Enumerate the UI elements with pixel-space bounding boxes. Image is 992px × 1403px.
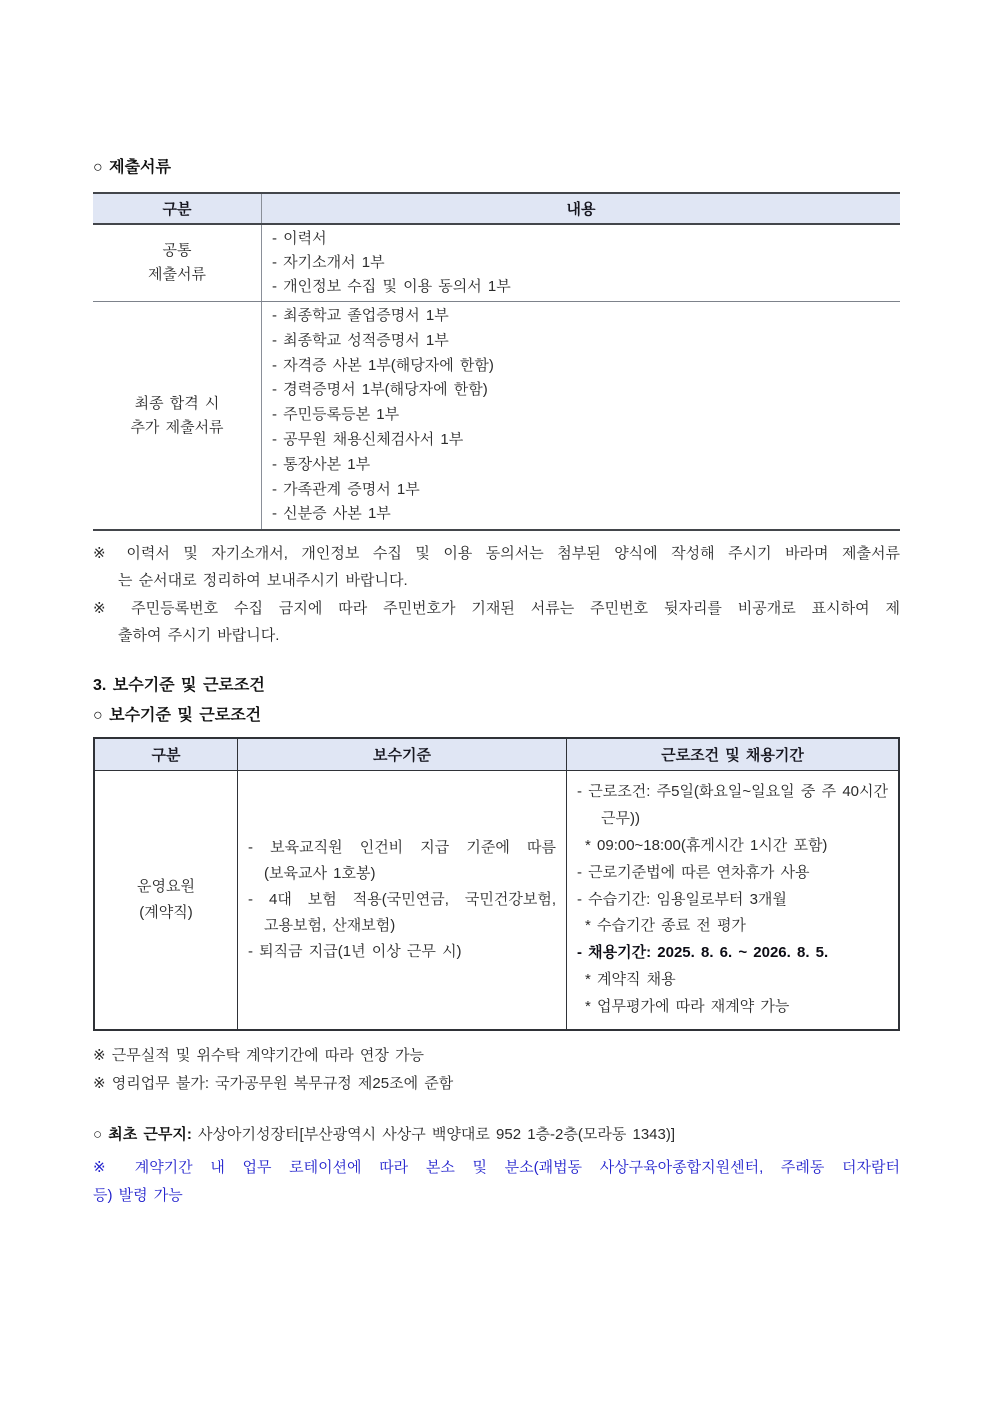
table1-row1-label-line2: 제출서류 — [148, 266, 206, 283]
pay-conditions-table — [93, 737, 900, 1031]
section-heading-pay-conditions-number: 3. 보수기준 및 근로조건 — [93, 676, 265, 694]
list-item: 고용보험, 산재보험) — [264, 916, 396, 934]
table1-row1-items — [262, 225, 900, 301]
table2-pay-cell — [238, 771, 567, 1029]
list-item: 근무)) — [601, 809, 640, 827]
list-item: - 경력증명서 1부(해당자에 한함) — [272, 381, 488, 399]
table1-header-naeyong: 내용 — [566, 201, 596, 218]
workplace-bullet: ○ — [93, 1125, 109, 1143]
list-item: (보육교사 1호봉) — [264, 864, 376, 882]
note-line: ※ 주민등록번호 수집 금지에 따라 주민번호가 기재된 서류는 주민번호 뒷자리를 비공개로 표시하여 제 — [93, 599, 900, 617]
table2-header-pay: 보수기준 — [238, 739, 567, 770]
table2-row-label — [95, 771, 238, 1029]
note-line: 출하여 주시기 바랍니다. — [118, 626, 280, 644]
list-item: * 수습기간 종료 전 평가 — [585, 917, 746, 935]
table1-row2-items — [262, 302, 900, 529]
table2-header-gubun: 구분 — [95, 739, 238, 770]
submission-documents-table — [93, 192, 900, 531]
rotation-notice — [93, 1154, 900, 1210]
list-item: - 퇴직금 지급(1년 이상 근무 시) — [248, 942, 462, 960]
list-item: - 공무원 채용신체검사서 1부 — [272, 430, 464, 448]
workplace-label: 최초 근무지: — [108, 1125, 192, 1143]
note-line: ※ 이력서 및 자기소개서, 개인정보 수집 및 이용 동의서는 첨부된 양식에 작성해 주시기 바라며 제출서류 — [93, 545, 900, 563]
list-item: - 근로기준법에 따른 연차휴가 사용 — [577, 863, 810, 881]
document-content — [93, 157, 900, 1210]
list-item: - 4대 보험 적용(국민연금, 국민건강보험, — [248, 890, 556, 908]
list-item: * 계약직 채용 — [585, 971, 676, 989]
table1-row2-label-line1: 최종 합격 시 — [134, 394, 220, 412]
table1-row2-label-line2: 추가 제출서류 — [130, 418, 224, 436]
table1-row2-label — [93, 302, 262, 529]
list-item: - 보육교직원 인건비 지급 기준에 따름 — [248, 838, 556, 856]
list-item: - 가족관계 증명서 1부 — [272, 480, 420, 498]
table1-header-row — [93, 194, 900, 225]
table-row — [93, 302, 900, 529]
table2-header-conditions: 근로조건 및 채용기간 — [661, 746, 804, 764]
list-item: - 이력서 — [272, 230, 327, 247]
notes-after-submission-table — [93, 540, 900, 649]
table2-header-row — [95, 739, 898, 771]
table-row — [93, 225, 900, 302]
table-row — [95, 771, 898, 1029]
list-item: - 개인정보 수집 및 이용 동의서 1부 — [272, 278, 511, 295]
section-heading-submission-documents: ○ 제출서류 — [93, 159, 171, 176]
note-line: 등) 발령 가능 — [93, 1186, 183, 1204]
note-line: ※ 계약기간 내 업무 로테이션에 따라 본소 및 분소(괘법동 사상구육아종합지원센터, 주례동 더자람터 — [93, 1158, 900, 1176]
table2-conditions-cell — [567, 771, 898, 1029]
note-line: ※ 근무실적 및 위수탁 계약기간에 따라 연장 가능 — [93, 1046, 425, 1064]
notes-after-pay-table — [93, 1042, 900, 1098]
hiring-period-line: - 채용기간: 2025. 8. 6. ~ 2026. 8. 5. — [577, 944, 829, 962]
list-item: - 자격증 사본 1부(해당자에 한함) — [272, 356, 494, 374]
list-item: - 자기소개서 1부 — [272, 254, 385, 271]
table1-row1-label — [93, 225, 262, 301]
list-item: - 수습기간: 임용일로부터 3개월 — [577, 890, 787, 908]
table2-row-label-line2: (계약직) — [139, 903, 193, 921]
note-line: ※ 영리업무 불가: 국가공무원 복무규정 제25조에 준함 — [93, 1074, 454, 1092]
list-item: - 최종학교 성적증명서 1부 — [272, 331, 449, 349]
workplace-address: 사상아기성장터[부산광역시 사상구 백양대로 952 1층-2층(모라동 1343)] — [191, 1125, 676, 1143]
section-heading-pay-conditions-sub: ○ 보수기준 및 근로조건 — [93, 706, 262, 724]
list-item: * 업무평가에 따라 재계약 가능 — [585, 998, 790, 1016]
list-item: - 주민등록등본 1부 — [272, 406, 400, 424]
list-item: - 통장사본 1부 — [272, 455, 371, 473]
list-item: * 09:00~18:00(휴게시간 1시간 포함) — [585, 836, 828, 854]
list-item: - 근로조건: 주5일(화요일~일요일 중 주 40시간 — [577, 782, 888, 800]
note-line: 는 순서대로 정리하여 보내주시기 바랍니다. — [118, 572, 408, 590]
table1-header-gubun: 구분 — [93, 194, 262, 223]
list-item: - 최종학교 졸업증명서 1부 — [272, 307, 449, 324]
table2-row-label-line1: 운영요원 — [137, 877, 195, 895]
table1-row1-label-line1: 공통 — [162, 242, 192, 259]
list-item: - 신분증 사본 1부 — [272, 505, 391, 523]
initial-workplace-line — [93, 1123, 900, 1147]
